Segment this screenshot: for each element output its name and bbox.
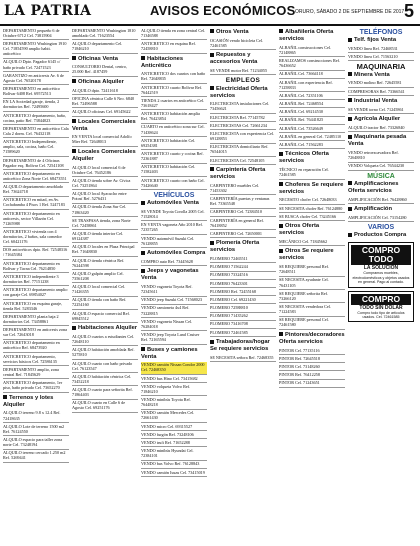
category-heading — [210, 167, 276, 181]
classified-ad: PINTOR Cel. 73148260 — [279, 363, 345, 371]
category-heading-text: Buses y camiones Venta — [141, 346, 198, 360]
classified-ad: ANTICRETICO departamento, baño, cocina, patio Ref. 73844023 — [3, 112, 69, 125]
classified-ad: ANTICRETICO vivienda con 4 dormitorios, 2 baños, sala comedor Cel. 60421176 — [3, 228, 69, 246]
classified-ad: SE NECESITA chofer Ref. 76124880 — [279, 205, 345, 213]
classified-ad: VENDO furgón Ref. 73248106 — [141, 431, 207, 439]
display-ad-subhead: LA SOLUCIÓN — [363, 265, 399, 272]
classified-ad: DEPARTAMENTO amplio, zona central Ref. 71845629 — [3, 366, 69, 379]
classified-ad: VENDO Volqueta Cel. 76544230 — [348, 163, 414, 171]
classified-ad: ALBAÑIL en general Cel. 72485110 — [279, 133, 345, 141]
category-bullet-icon — [3, 395, 7, 399]
display-ad-body: Compramos muebles, electrodomésticos y objetos usados en general. Pago al contado. — [352, 271, 410, 285]
category-heading-text: Otros Se requiere servicios — [279, 248, 334, 262]
category-bullet-icon — [279, 332, 283, 336]
category-heading-text: Otros Oferta servicios — [279, 223, 320, 237]
classified-ad: ANTICRETICO habitación Cel. 71582403 — [141, 164, 207, 177]
classified-ad: ALQUILO tienda interior Cel. 69124387 — [72, 230, 138, 243]
classified-ad: MECÁNICO Cel. 71845662 — [279, 238, 345, 246]
newspaper-brand: LA PATRIA — [4, 3, 92, 19]
category-heading — [141, 250, 207, 257]
category-heading — [210, 240, 276, 254]
category-heading-text: Pintores/decoradores Oferta servicios — [279, 331, 345, 345]
category-heading — [348, 134, 414, 148]
category-bullet-icon — [72, 119, 76, 123]
category-heading — [141, 268, 207, 282]
category-heading — [348, 98, 414, 105]
column-2 — [72, 27, 138, 543]
classified-ad: DEPARTAMENTO en anticrético Bolívar 6408 Ref. 69572513 — [3, 85, 69, 98]
category-heading — [210, 52, 276, 66]
classified-ad: ANTICRETICO en esquina garaje, tienda Ref. 5283346 — [3, 300, 69, 313]
category-heading — [348, 72, 414, 79]
classified-ad: VENDO bus Volvo Ref. 76128843 — [141, 461, 207, 469]
classified-ad: CARPINTERÍA puertas y ventanas Ref. 73365548 — [210, 195, 276, 208]
classified-ad: EN LA Sociedad garaje, tienda, 2 dormitorios Ref. 72495600 — [3, 99, 69, 112]
category-heading — [210, 86, 276, 100]
classified-ad: ALQUILO oficinas Cel. 69145622 — [72, 108, 138, 116]
category-bullet-icon — [72, 326, 76, 330]
display-ad-headline: COMPRO TODO — [351, 245, 411, 265]
classified-ad: ANTICRETICO independiente 3 dormitorios Ref. 77151238 — [3, 273, 69, 286]
classified-ad: CONSULTORIO Dental, centro, 25.000 Ref. 4187459 — [72, 64, 138, 77]
category-heading-text: Locales Comerciales Venta — [72, 118, 136, 132]
display-ad-headline: COMPRO — [351, 294, 411, 305]
classified-ad: PINTOR Cel. 71243651 — [279, 380, 345, 388]
classified-ad: DEPARTAMENTO Washington 1910 Cel. 71854590 amplio habit. anticrético — [3, 40, 69, 58]
classified-ad: SE VENDE torno Cel. 71245861 — [348, 106, 414, 114]
category-heading — [279, 223, 345, 237]
classified-ad: PLOMERO 76423301 — [210, 280, 276, 288]
classified-ad: ANTICRETICO cuarto Bolívar Ref. 76442519 — [141, 84, 207, 97]
classified-ad: PLOMERO 73324516 — [210, 272, 276, 280]
classified-ad: ANTICRETICO Independiente, amplio, sala, cocina, baño Cel. 71589620 — [3, 138, 69, 156]
category-heading-text: Automóviles Compra — [147, 250, 206, 257]
classified-ad: ELECTRICISTA Ref. 77145782 — [210, 114, 276, 122]
classified-ad: VENDO jeep Toyota Land Cruiser Ref. 72165594 — [141, 331, 207, 344]
classified-ad: PLOMERO 72461585 — [210, 329, 276, 337]
classified-ad: PLOMERO 72465511 — [210, 255, 276, 263]
classified-ad: ALBAÑIL Cel. 73526649 — [279, 125, 345, 133]
category-heading — [72, 56, 138, 63]
column-6 — [348, 27, 414, 543]
category-heading-text: Minera Venta — [354, 71, 390, 78]
classified-ad: DEPARTAMENTO Washington 1810 amoblado Cel. 71623554 — [72, 27, 138, 40]
classified-ad: ALBAÑIL construcciones Cel. 72148865 — [279, 44, 345, 57]
classified-ad: CUARTO en anticrético zona sur Cel. 71438624 — [141, 124, 207, 137]
vehicles-banner: VEHÍCULOS — [153, 192, 195, 200]
category-heading — [279, 29, 345, 43]
classified-ad: PLOMERO Cel. 69221430 — [210, 296, 276, 304]
category-bullet-icon — [279, 152, 283, 156]
category-heading — [348, 206, 414, 213]
classified-ad: ALQUILO galpón amplio Cel. 73561208 — [72, 270, 138, 283]
classified-ad: EN VENTA local comercial Adolfo Mier Ref. 72648013 — [72, 134, 138, 147]
classified-ad: ALBAÑIL Cel. 72351106 — [279, 92, 345, 100]
classified-ad: ALBAÑIL Cel. 71562283 — [279, 141, 345, 149]
category-heading-text: Productos Compra — [354, 232, 407, 239]
classified-ad: ALQUILO habitación amoblada Ref. 5275810 — [72, 346, 138, 359]
classified-ad: ALQUILO local comercial 6 de Octubre Cel. 76452186 — [72, 164, 138, 177]
category-heading-text: Industrial Venta — [354, 97, 398, 104]
classified-ad: VENDO retroexcavadora Ref. 72648810 — [348, 149, 414, 162]
classified-ad: SE REQUIERE personal Cel. 72461580 — [279, 317, 345, 330]
classified-ad: CARPINTERO Cel. 72650001 — [210, 230, 276, 238]
classified-ad: ELECTRICISTA Cel. 72548105 — [210, 157, 276, 165]
classified-ad: VENDO minibús Hyundai Cel. 72384101 — [141, 447, 207, 460]
classified-ad: ALQUILO local comercial Cel. 71426355 — [72, 283, 138, 296]
category-heading-text: Amplificaciones Oferta servicios — [348, 180, 399, 194]
music-banner: MÚSICA — [367, 172, 395, 180]
classified-ad: SE REQUIERE señorita Ref. 73266120 — [279, 290, 345, 303]
classified-ad: ALQUILO Dpto. Pagador 6145 c/ baño privado Cel. 72471523 — [3, 59, 69, 72]
category-bullet-icon — [348, 72, 352, 76]
category-bullet-icon — [141, 56, 145, 60]
category-heading — [348, 116, 414, 123]
category-heading-text: Locales Comerciales Alquiler — [72, 148, 136, 162]
display-ad-box — [348, 291, 414, 323]
classified-ad: ANTICRETICO habitación amplia Ref. 76423854 — [141, 110, 207, 123]
classified-ad: VENDO molino Ref. 72645581 — [348, 80, 414, 88]
category-bullet-icon — [72, 149, 76, 153]
category-heading-text: Habitaciones Alquiler — [78, 325, 138, 332]
category-heading — [279, 332, 345, 346]
category-heading-text: Albañilería Oferta servicios — [279, 29, 334, 42]
category-heading-text: Telf. fijos Venta — [354, 37, 397, 44]
display-ad-subhead: TODO SIN DOLAR — [359, 304, 403, 311]
category-bullet-icon — [348, 117, 352, 121]
classified-ad: VENDO vagoneta Nissan Cel. 76284018 — [141, 318, 207, 331]
category-bullet-icon — [210, 53, 214, 57]
category-heading-text: Oficinas Venta — [78, 55, 118, 62]
column-3 — [141, 27, 207, 543]
category-heading — [348, 181, 414, 195]
classified-ad: DEPARTAMENTO pequeño 6 de Octubre 6712 Cel. 73815904 — [3, 27, 69, 40]
classified-ad: ANTICRETICO cuarto y cocina Ref. 72361887 — [141, 150, 207, 163]
category-bullet-icon — [279, 29, 283, 33]
classified-ad: ANTICRETICO departamento, 1er piso, baño privado Cel. 73652270 — [3, 379, 69, 392]
category-bullet-icon — [210, 167, 214, 171]
classified-ad: TÉCNICO en reparación Cel. 72461585 — [279, 166, 345, 179]
column-4 — [210, 27, 276, 543]
classified-ad: COMPRO auto Ref. 73445628 — [141, 258, 207, 266]
highlighted-ad: VENDO camión Nissan Condor 2000 Cel. 72468350 — [141, 362, 207, 375]
classified-ad: ALBAÑIL Ref. 72468554 — [279, 100, 345, 108]
category-heading — [3, 395, 69, 409]
classified-ad: ELECTRICISTA con experiencia Cel. 69128853 — [210, 130, 276, 143]
telephones-banner: TELÉFONOS — [359, 29, 403, 36]
classified-ad: SE TRASPASA tienda, zona Norte Cel. 72458861 — [72, 217, 138, 230]
classified-ad: ALQUILO tienda sobre Av. Cívica Cel. 73251864 — [72, 177, 138, 190]
classified-ad: PLOMERO 71435262 — [210, 313, 276, 321]
classified-ad: VENDO bus Hino Cel. 73415682 — [141, 375, 207, 383]
classified-ad: SE VENDE motor Ref. 71234055 — [210, 67, 276, 75]
classified-ad: ANTICRETICO departamento amplio con garaje Cel. 69854027 — [3, 286, 69, 299]
section-title: AVISOS ECONÓMICOS — [150, 3, 296, 18]
category-heading-text: Carpintería Oferta servicios — [210, 166, 266, 180]
classified-ad: GARANTIZO en anticresis Av. 6 de Agosto Cel. 76520178 — [3, 72, 69, 85]
classified-ad: SE VENDE Toyota Corolla 2005 Cel. 71528014 — [141, 208, 207, 221]
classified-ad: ANTICRETICO departamento en anticrético Ref. 68473920 — [3, 340, 69, 353]
classified-ad: PINTOR Ref. 76412258 — [279, 371, 345, 379]
category-bullet-icon — [348, 135, 352, 139]
classified-ad: PLOMERO 73416708 — [210, 321, 276, 329]
classified-columns — [3, 27, 417, 543]
classified-ad: TIENDA 2 cuartos en anticrético Cel. 73618427 — [141, 97, 207, 110]
category-bullet-icon — [72, 79, 76, 83]
classified-ad: ALBAÑIL con experiencia Ref. 71258833 — [279, 79, 345, 92]
classified-ad: ELECTRICISTAS Cel. 72661234 — [210, 122, 276, 130]
category-heading — [279, 182, 345, 196]
classified-ad: ALQUILO cuarto en Calle 6 de Agosto Cel. 69251176 — [72, 400, 138, 413]
category-bullet-icon — [348, 98, 352, 102]
classified-ad: ANTICRETICO departamento en anticresis, sector Villazón Cel. 71265988 — [3, 210, 69, 228]
classified-ad: VENDO automóvil Suzuki Cel. 76128855 — [141, 235, 207, 248]
column-1 — [3, 27, 69, 543]
category-bullet-icon — [141, 201, 145, 205]
category-heading-text: Trabajadoras/hogar Se requiere servicios — [210, 339, 270, 353]
category-heading — [72, 119, 138, 133]
classified-ad: VENDO jeep Suzuki Cel. 71568023 — [141, 297, 207, 305]
category-bullet-icon — [210, 340, 214, 344]
category-bullet-icon — [348, 38, 352, 42]
classified-ad: SE BUSCA chofer Cel. 73245166 — [279, 213, 345, 221]
classified-ad: ALQUILO cuarto para señorita Ref. 71864403 — [72, 386, 138, 399]
classified-ad: PLOMERO Ref. 72455168 — [210, 288, 276, 296]
category-heading — [279, 151, 345, 165]
classified-ad: ALQUILO terreno cercado 1.250 m2 Ref. 5269441 — [3, 450, 69, 463]
classified-ad: NECESITO chofer Cel. 72648033 — [279, 197, 345, 205]
classified-ad: REALIZAMOS construcciones Ref. 76436652 — [279, 57, 345, 70]
classified-ad: VENDO línea Cel. 71563210 — [348, 53, 414, 61]
classified-ad: ANTICRETICO departamento en anticrético Zona Norte Cel. 68473551 — [3, 170, 69, 183]
category-heading — [141, 200, 207, 207]
classified-ad: VENDO micro Cel. 69315527 — [141, 423, 207, 431]
classified-ad: AMPLIFICACIÓN Cel. 73154280 — [348, 214, 414, 222]
classified-ad: DEPARTAMENTO en anticresis zona sur Cel. 72643018 — [3, 326, 69, 339]
classified-ad: ALQUILO dpto. 72411618 — [72, 87, 138, 95]
classified-ad: ALQUILO tienda en zona central Cel. 71346588 — [141, 27, 207, 40]
classified-ad: ALBAÑIL Cel. 73664118 — [279, 71, 345, 79]
classified-ad: ANTICRETICO en esquina Ref. 72458810 — [141, 40, 207, 53]
classified-ad: ALBAÑIL Ref. 76441825 — [279, 117, 345, 125]
classified-ad: ALQUILO espacio comercial Ref. 69845512 — [72, 310, 138, 323]
classified-ad: SE NECESITA ayudante Cel. 76431105 — [279, 277, 345, 290]
machinery-banner: MAQUINARIA — [356, 62, 406, 72]
classified-ad: ALQUILO locales en Plaza Principal Ref. 71648830 — [72, 243, 138, 256]
category-heading-text: Técnicos Oferta servicios — [279, 151, 329, 165]
classified-ad: SE NECESITA vendedora Cel. 71224583 — [279, 303, 345, 316]
classified-ad: VENDO trufi Ref. 71652288 — [141, 439, 207, 447]
category-heading-text: Agrícola Alquiler — [354, 116, 401, 123]
category-heading — [279, 248, 345, 262]
classified-ad: ANTICRETICO departamento en Bolívar y Tacna Cel. 76214850 — [3, 260, 69, 273]
category-heading-text: Jeeps y vagonetas Venta — [141, 268, 199, 282]
classified-ad: DEPARTAMENTO planta baja 2 dormitorios Cel. 73458861 — [3, 313, 69, 326]
classified-ad: VENDO camioneta 4x4 Ref. 73228815 — [141, 305, 207, 318]
classified-ad: DEPARTAMENTO en anticrético Cala Cala 2 dorm. Cel. 76432118 — [3, 125, 69, 138]
category-heading — [141, 347, 207, 361]
category-heading-text: Amplificación — [354, 206, 393, 213]
classified-ad: COMPRESORAS Ref. 73366541 — [348, 88, 414, 96]
category-heading-text: Maquinaria pesada Venta — [348, 134, 407, 148]
classified-ad: VENDO volqueta Volvo Ref. 71846210 — [141, 383, 207, 396]
classified-ad: ALQUILO departamento Cel. 71846210 — [72, 40, 138, 53]
category-heading-text: Choferes Se requiere servicios — [279, 181, 344, 195]
category-bullet-icon — [348, 233, 352, 237]
category-heading-text: Terrenos y lotes Alquiler — [3, 394, 54, 408]
category-bullet-icon — [72, 56, 76, 60]
classified-ad: DOS anticréticos dpto. Ref. 72548316 / 71645384 — [3, 247, 69, 260]
dateline: ORURO, SÁBADO 2 DE SEPTIEMBRE DE 2017 — [295, 9, 405, 15]
category-bullet-icon — [348, 181, 352, 185]
page-header — [0, 0, 420, 26]
category-heading — [72, 149, 138, 163]
category-heading — [210, 339, 276, 353]
classified-ad: PLOMERO 72588810 — [210, 304, 276, 312]
classified-ad: PINTOR Ref. 72645518 — [279, 355, 345, 363]
classified-ad: ALQUILO espacio para taller zona norte Cel. 73248194 — [3, 436, 69, 449]
category-heading — [72, 325, 138, 332]
classified-ad: PINTOR Cel. 77135116 — [279, 347, 345, 355]
page-number: 5 — [403, 1, 414, 21]
classified-ad: CARPINTERO Cel. 72384510 — [210, 209, 276, 217]
classified-ad: ANTICRETICO cuarto con baño Cel. 73426640 — [141, 177, 207, 190]
classified-ad: PLOMERO 71562244 — [210, 263, 276, 271]
category-heading-text: Electricidad Oferta servicios — [210, 85, 268, 99]
classified-ad: VENDO camión Mercedes Cel. 72661430 — [141, 410, 207, 423]
classified-ad: CARPINTERO muebles Cel. 71453302 — [210, 182, 276, 195]
classified-ad: VENDO camión Isuzu Cel. 73415019 — [141, 469, 207, 477]
classified-ad: DEPARTAMENTO de 4 Oficinas Pagador esq. Bolívar Cel. 72541108 — [3, 157, 69, 170]
classified-ad: ALBAÑIL Cel. 69214530 — [279, 108, 345, 116]
classified-ad: VENDO línea Ref. 72468531 — [348, 45, 414, 53]
classified-ad: ALQUILO tractor Ref. 73326840 — [348, 124, 414, 132]
category-heading-text: Habitaciones Anticrético — [141, 55, 184, 69]
category-heading-text: Plomería Oferta servicios — [210, 240, 260, 254]
classified-ad: ALQUILO tienda céntrica Ref. 76244598 — [72, 257, 138, 270]
category-heading-text: Otros Venta — [216, 29, 249, 35]
classified-ad: ALQUILO departamento amoblado Ref. 73624718 — [3, 183, 69, 196]
category-heading — [141, 56, 207, 70]
category-heading — [72, 79, 138, 86]
classified-ad: ALQUILO terreno 9.8 x 12.4 Ref. 72418635 — [3, 410, 69, 423]
category-bullet-icon — [279, 182, 283, 186]
category-bullet-icon — [141, 347, 145, 351]
classified-ad: ALQUILO cuartos a estudiantes Cel. 72648110 — [72, 333, 138, 346]
category-heading-text: Repuestos y accesorios Venta — [210, 52, 258, 66]
classified-ad: OCASIÓN vendo bicicleta Cel. 72461585 — [210, 37, 276, 50]
category-heading — [210, 29, 276, 36]
category-bullet-icon — [210, 29, 214, 33]
classified-ad: ALQUILO Lote de terreno 1500 m2 Ref. 76124550 — [3, 423, 69, 436]
category-bullet-icon — [279, 249, 283, 253]
classified-ad: SE REQUIERE personal Ref. 72648511 — [279, 263, 345, 276]
employment-banner: EMPLEOS — [225, 77, 261, 85]
category-bullet-icon — [210, 86, 214, 90]
classified-ad: ALQUILO local Ayacucho entre Potosí Ref. 5276431 — [72, 190, 138, 203]
category-bullet-icon — [348, 207, 352, 211]
classified-ad: OFICINA céntrica Calle 6 Nro. 6840 Ref. 72496588 — [72, 95, 138, 108]
classified-ad: AMPLIFICACIÓN Ref. 76428860 — [348, 196, 414, 204]
classified-ad: ELECTRICISTA domiciliario Ref. 76544015 — [210, 144, 276, 157]
classified-ad: ALQUILO habitación céntrica Cel. 73452218 — [72, 373, 138, 386]
classified-ad: ANTICRETICO habitación Cel. 69254381 — [141, 137, 207, 150]
category-bullet-icon — [141, 269, 145, 273]
category-bullet-icon — [279, 224, 283, 228]
category-bullet-icon — [141, 251, 145, 255]
classified-ad: SE NECESITA señora Ref. 72468355 — [210, 354, 276, 362]
classified-ad: CARPINTERÍA en general Ref. 76418852 — [210, 217, 276, 230]
category-bullet-icon — [210, 241, 214, 245]
display-ad-body: Compro todo tipo de artículos usados. Cel. 72461585 — [357, 310, 405, 319]
display-ad-box — [348, 242, 414, 287]
classified-ad: EN VENTA vagoneta Año 2010 Ref. 72357265 — [141, 221, 207, 234]
category-heading — [348, 232, 414, 239]
classified-ad: ALQUILO cuarto con baño privado Cel. 76123547 — [72, 360, 138, 373]
column-5 — [279, 27, 345, 543]
category-heading-text: Oficinas Alquiler — [78, 78, 124, 85]
category-heading-text: Automóviles Venta — [147, 200, 199, 207]
classified-ad: VENDO vagoneta Toyota Ref. 72345611 — [141, 283, 207, 296]
classified-ad: VENDO minibús Toyota Ref. 76448218 — [141, 396, 207, 409]
classified-ad: ALQUILO tienda con baño Ref. 72254160 — [72, 297, 138, 310]
classified-ad: ANTICRETICO departamento, servicios básicos Cel. 72586135 — [3, 353, 69, 366]
classified-ad: ANTICRETICO dos cuartos con baño Ref. 72648835 — [141, 71, 207, 84]
classified-ad: ALQUILO tienda Zona Sur Cel. 71863420 — [72, 204, 138, 217]
various-banner: VARIOS — [367, 224, 395, 232]
classified-ad: ELECTRICISTA instalaciones Cel. 73456621 — [210, 101, 276, 114]
classified-ad: ANTICRETICO en mitad, en Av. Cochabamba 4 Pisos 1 Ref. 5247183 — [3, 197, 69, 210]
category-heading — [348, 37, 414, 44]
